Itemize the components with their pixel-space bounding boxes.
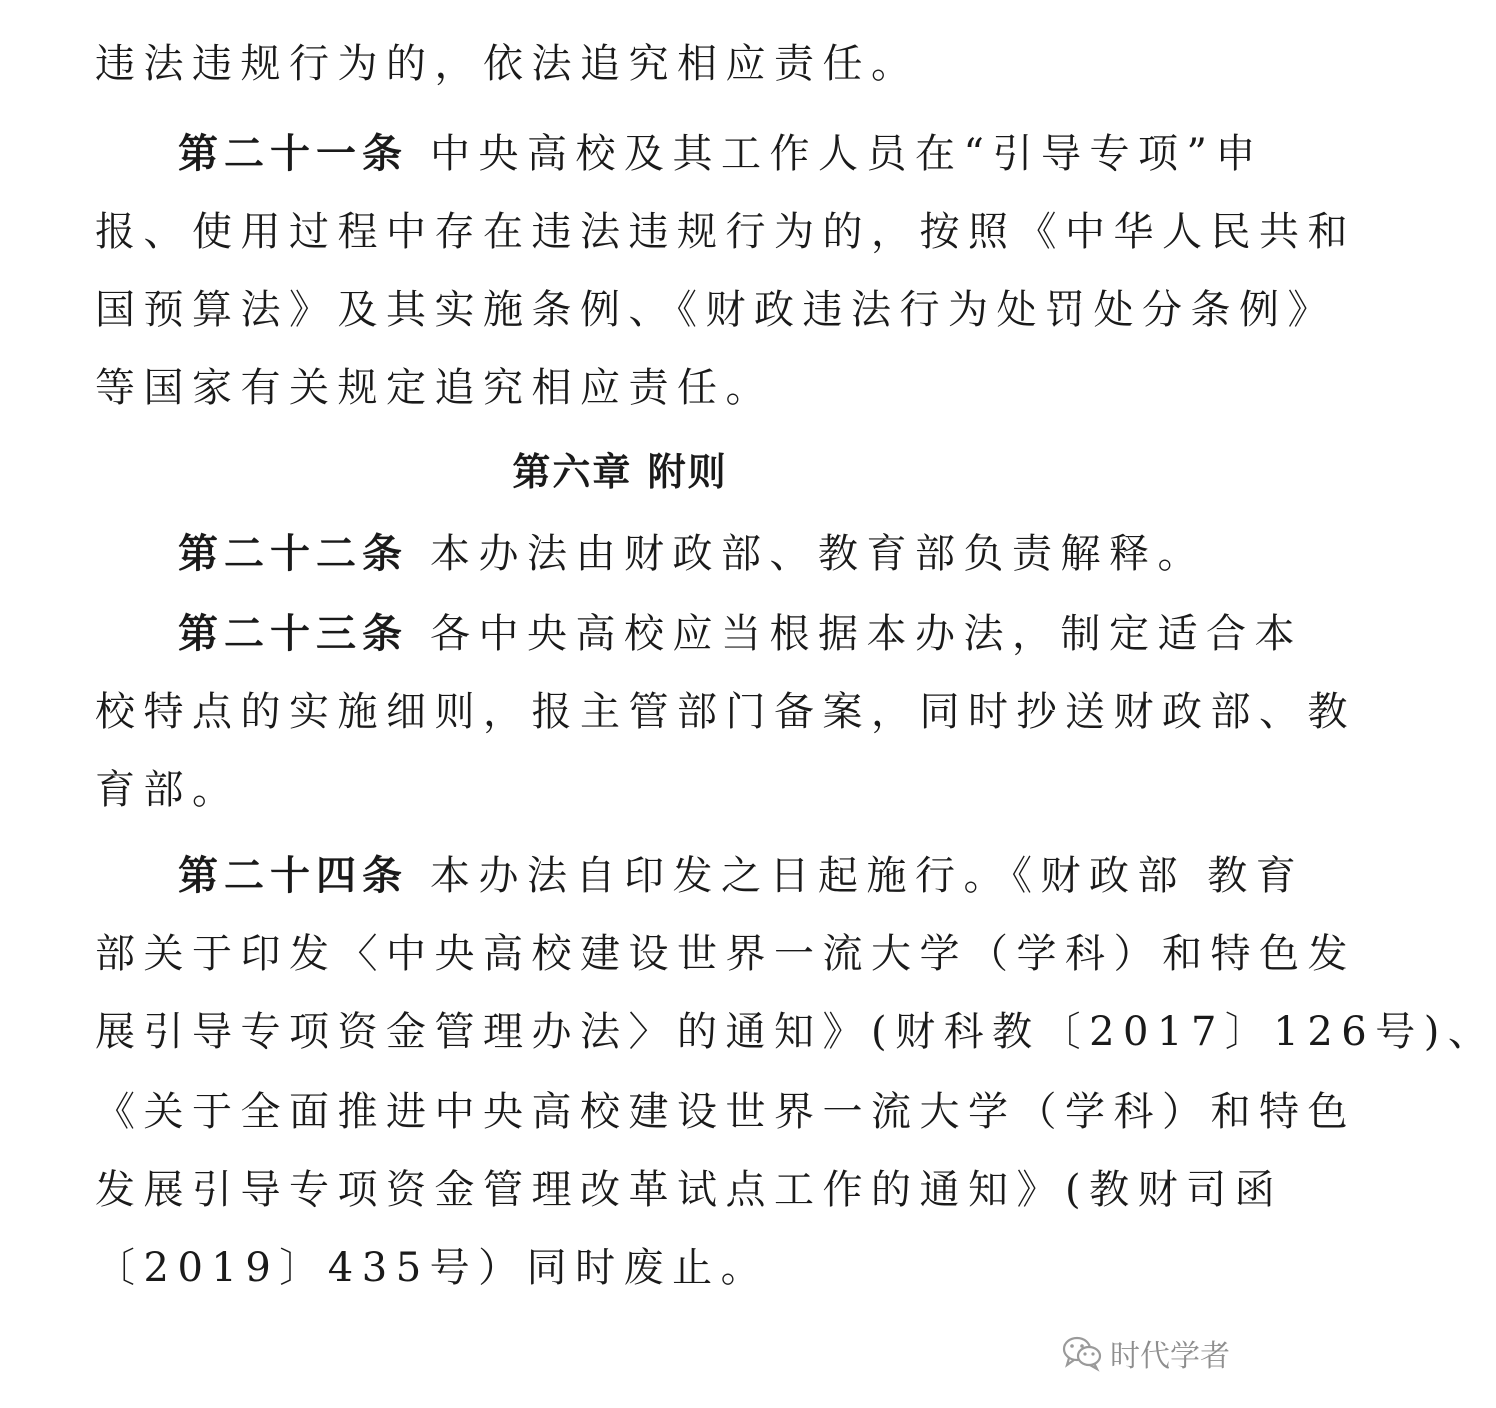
wechat-icon	[1062, 1335, 1102, 1371]
chapter-title: 第六章 附则	[512, 450, 728, 494]
article-23-first-line	[178, 610, 1303, 658]
text-span: 各中央高校应当根据本办法，制定适合本	[430, 611, 1303, 657]
text-span: 中央高校及其工作人员在“引导专项”申	[430, 131, 1264, 177]
text-line: 〔2019〕435号）同时废止。	[95, 1245, 770, 1291]
watermark	[1062, 1333, 1230, 1373]
article-22-label: 第二十二条	[178, 531, 408, 577]
text-line: 违法违规行为的，依法追究相应责任。	[95, 41, 920, 87]
article-21-first-line	[178, 130, 1264, 178]
article-21-label: 第二十一条	[178, 131, 408, 177]
text-line: 等国家有关规定追究相应责任。	[95, 365, 774, 411]
text-line: 报、使用过程中存在违法违规行为的，按照《中华人民共和	[95, 209, 1356, 255]
text-span: 本办法自印发之日起施行。《财政部 教育	[430, 853, 1305, 899]
text-line: 校特点的实施细则，报主管部门备案，同时抄送财政部、教	[95, 689, 1356, 735]
watermark-text: 时代学者	[1110, 1339, 1230, 1374]
article-23-label: 第二十三条	[178, 611, 408, 657]
text-line: 发展引导专项资金管理改革试点工作的通知》(教财司函	[95, 1167, 1284, 1213]
article-24-first-line	[178, 852, 1305, 900]
text-line: 育部。	[95, 767, 241, 813]
article-22-line	[178, 530, 1238, 578]
text-line: 《关于全面推进中央高校建设世界一流大学（学科）和特色	[95, 1089, 1356, 1135]
text-line: 国预算法》及其实施条例、《财政违法行为处罚处分条例》	[95, 287, 1336, 333]
text-line: 展引导专项资金管理办法〉的通知》(财科教〔2017〕126号)、	[95, 1009, 1496, 1055]
text-span: 本办法由财政部、教育部负责解释。	[430, 531, 1206, 577]
text-line: 部关于印发〈中央高校建设世界一流大学（学科）和特色发	[95, 931, 1356, 977]
article-24-label: 第二十四条	[178, 853, 408, 899]
